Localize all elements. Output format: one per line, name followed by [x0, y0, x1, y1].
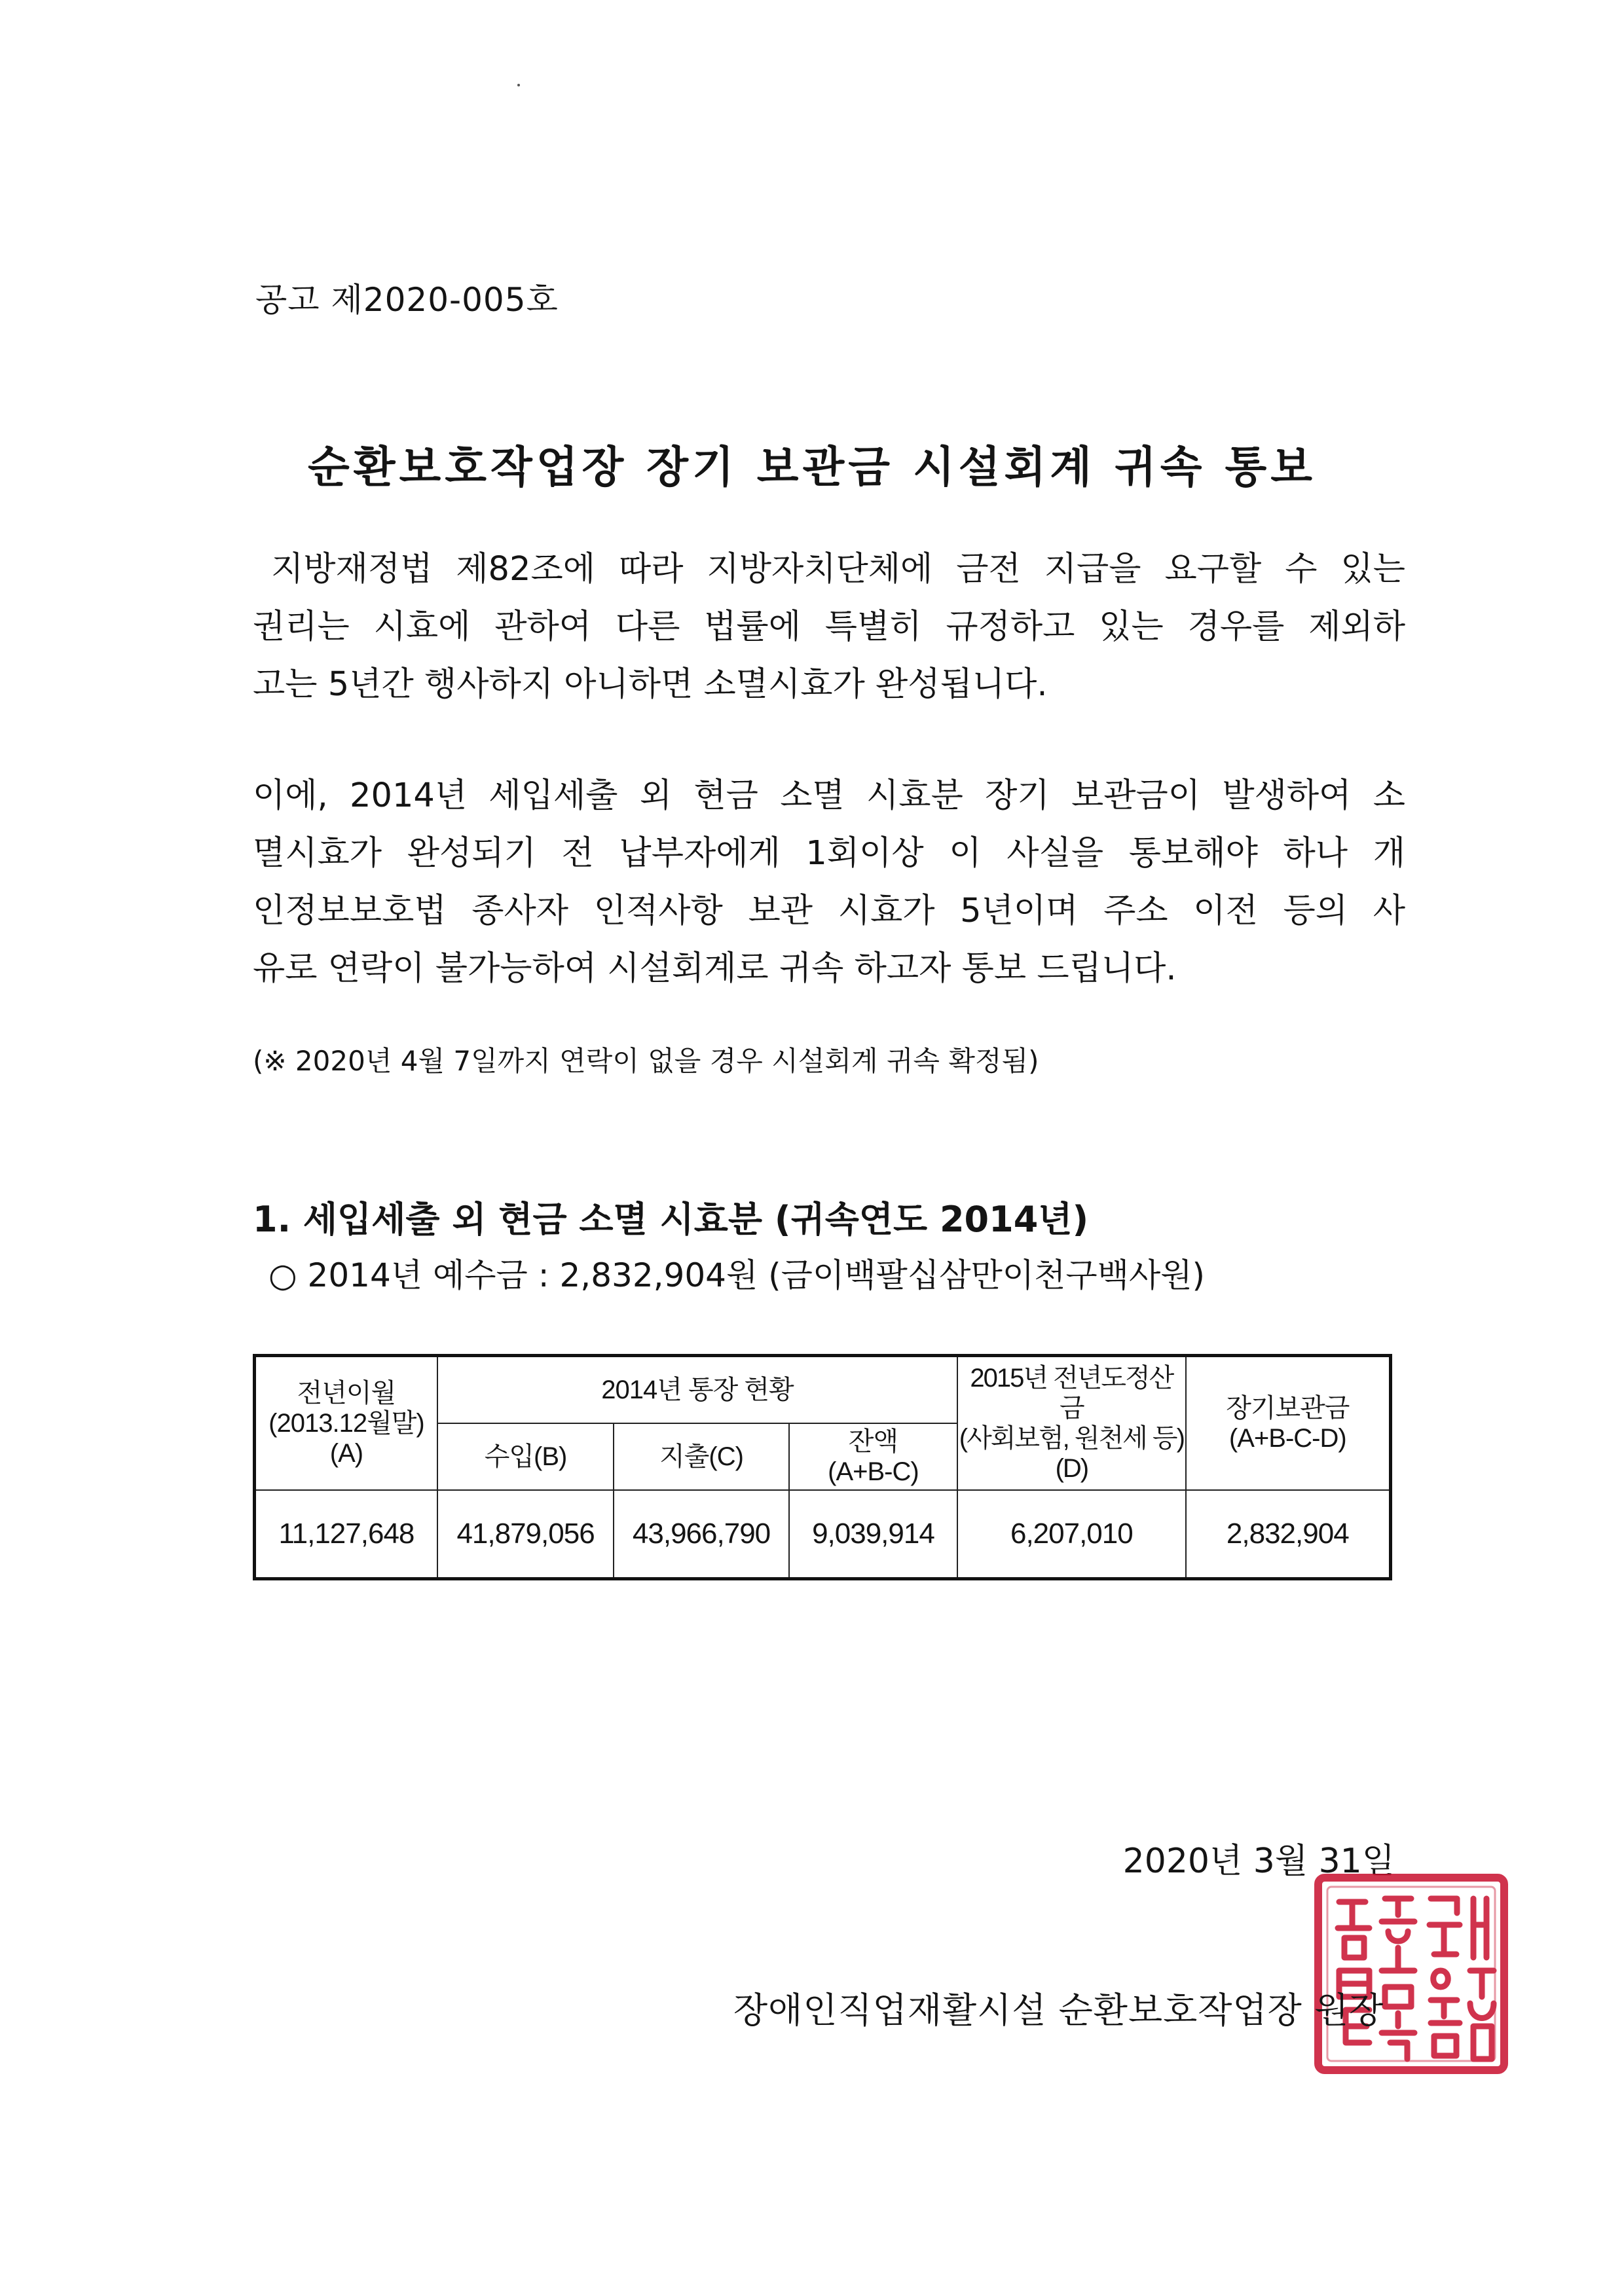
header-text: (2013.12월말) — [268, 1409, 424, 1438]
header-text: 2015년 전년도정산금 — [970, 1364, 1173, 1423]
cell-balance: 9,039,914 — [789, 1490, 957, 1579]
body-paragraph-2 — [253, 767, 1405, 998]
header-income: 수입(B) — [437, 1423, 614, 1490]
section-heading: 1. 세입세출 외 현금 소멸 시효분 (귀속연도 2014년) — [253, 1199, 1089, 1240]
header-text: 잔액 — [848, 1427, 898, 1456]
header-expense: 지출(C) — [614, 1423, 788, 1490]
cell-prev: 11,127,648 — [255, 1490, 437, 1579]
ledger-table — [253, 1354, 1392, 1580]
header-text: (사회보험, 원천세 등) — [959, 1424, 1184, 1453]
official-seal — [1313, 1872, 1509, 2075]
header-text: (A+B-C) — [828, 1457, 919, 1486]
body-paragraph-1 — [253, 541, 1405, 714]
header-text: (D) — [1055, 1454, 1088, 1483]
cell-income: 41,879,056 — [437, 1490, 614, 1579]
header-balance — [789, 1423, 957, 1490]
document-date: 2020년 3월 31일 — [1122, 1842, 1395, 1881]
header-text: (A+B-C-D) — [1228, 1424, 1346, 1453]
scan-speck — [517, 84, 520, 86]
header-text: 장기보관금 — [1226, 1394, 1350, 1423]
paragraph-line: 이에, 2014년 세입세출 외 현금 소멸 시효분 장기 보관금이 발생하여 소 — [253, 776, 1405, 815]
notice-number: 공고 제2020-005호 — [255, 281, 559, 319]
paragraph-line: 유로 연락이 불가능하여 시설회계로 귀속 하고자 통보 드립니다. — [253, 949, 1177, 988]
paragraph-line: 권리는 시효에 관하여 다른 법률에 특별히 규정하고 있는 경우를 제외하 — [253, 608, 1405, 646]
paragraph-line: 고는 5년간 행사하지 아니하면 소멸시효가 완성됩니다. — [253, 665, 1048, 704]
header-prev-carryover — [255, 1356, 437, 1491]
paragraph-line: 인정보보호법 종사자 인적사항 보관 시효가 5년이며 주소 이전 등의 사 — [253, 892, 1405, 930]
deadline-note: (※ 2020년 4월 7일까지 연락이 없을 경우 시설회계 귀속 확정됨) — [253, 1045, 1039, 1077]
cell-settlement: 6,207,010 — [957, 1490, 1185, 1579]
section-item: ○ 2014년 예수금 : 2,832,904원 (금이백팔십삼만이천구백사원) — [268, 1256, 1206, 1294]
issuer-name: 장애인직업재활시설 순환보호작업장 원장 — [733, 1990, 1384, 2031]
table-row — [255, 1490, 1391, 1579]
header-settlement — [957, 1356, 1185, 1491]
cell-longterm: 2,832,904 — [1186, 1490, 1391, 1579]
header-2014-account: 2014년 통장 현황 — [437, 1356, 957, 1424]
paragraph-line: 지방재정법 제82조에 따라 지방자치단체에 금전 지급을 요구할 수 있는 — [271, 550, 1405, 589]
header-longterm — [1186, 1356, 1391, 1491]
document-title: 순환보호작업장 장기 보관금 시설회계 귀속 통보 — [307, 442, 1316, 492]
header-text: (A) — [329, 1439, 363, 1468]
cell-expense: 43,966,790 — [614, 1490, 788, 1579]
paragraph-line: 멸시효가 완성되기 전 납부자에게 1회이상 이 사실을 통보해야 하나 개 — [253, 834, 1405, 873]
header-text: 전년이월 — [297, 1379, 396, 1408]
